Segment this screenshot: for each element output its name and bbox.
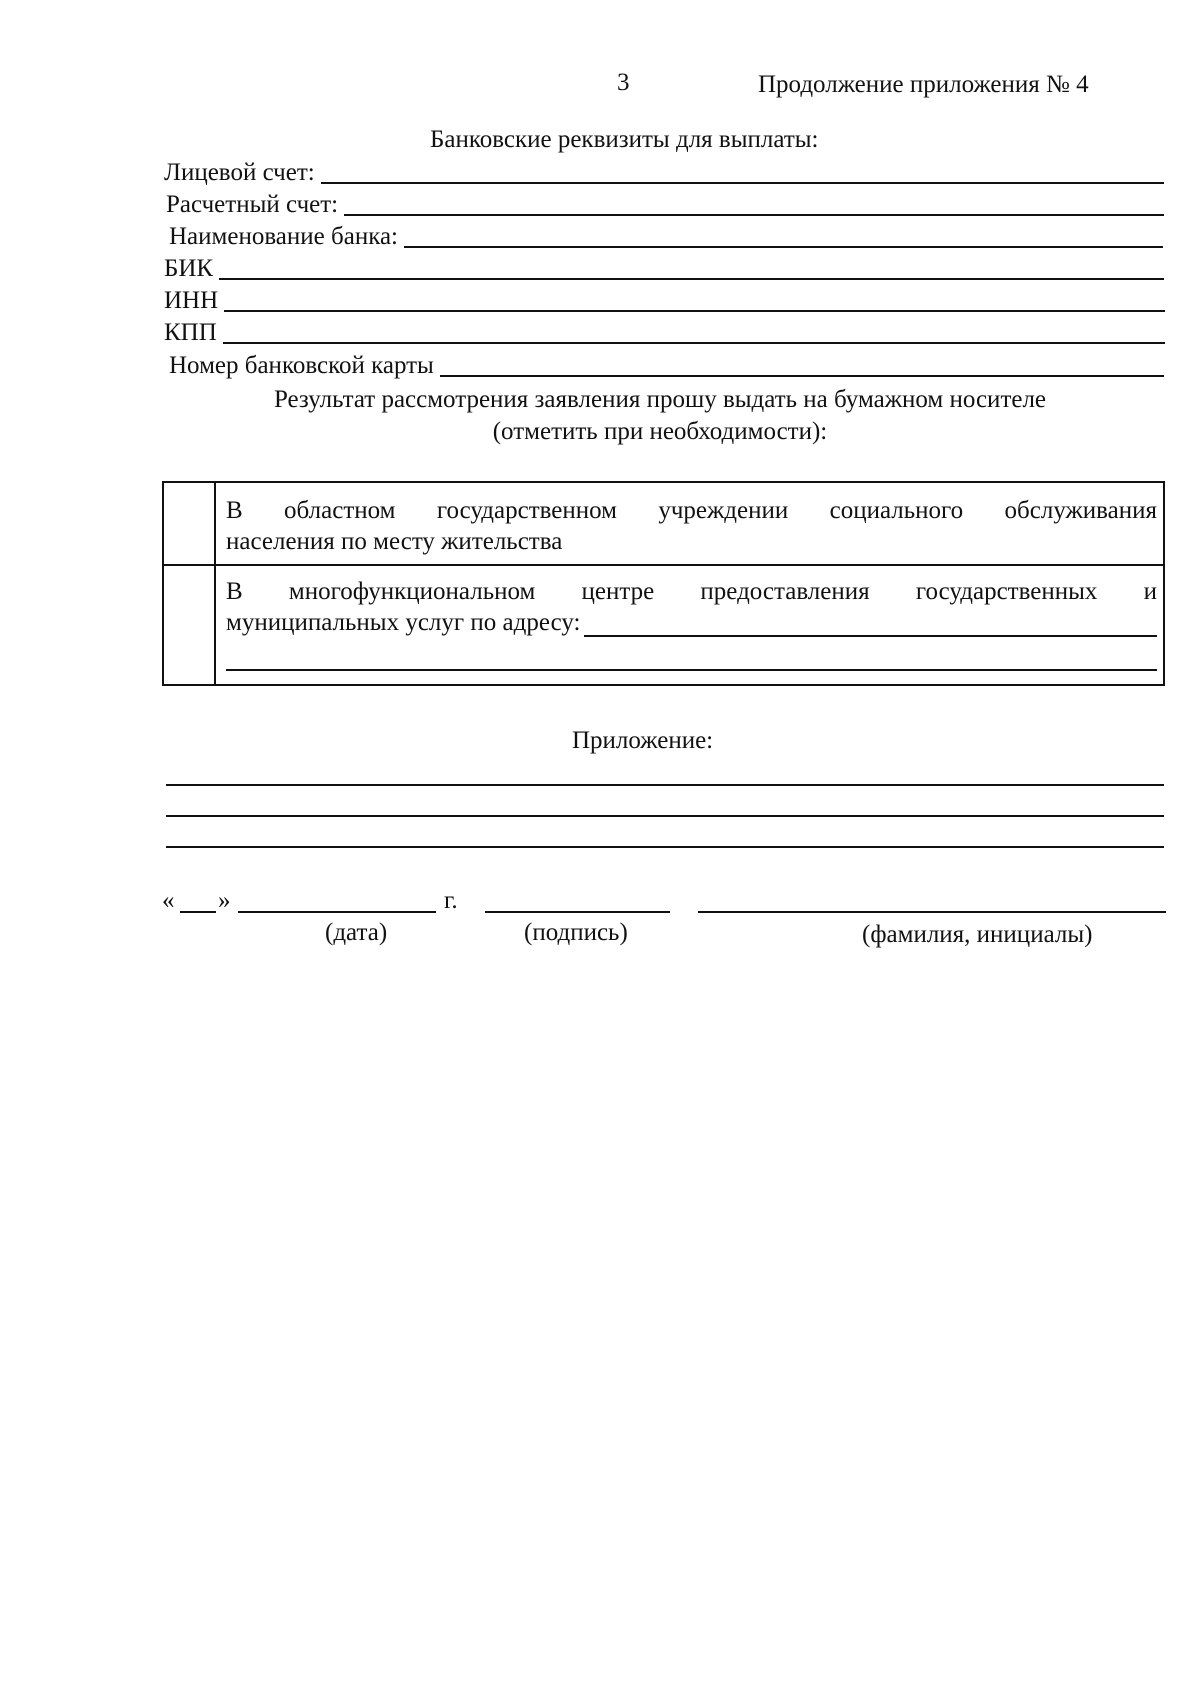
option-text-mfc-line2: муниципальных услуг по адресу: [226,609,581,636]
inn-field[interactable] [164,285,1165,315]
option-text-social-institution-line2: населения по месту жительства [226,528,563,555]
attachment-title: Приложение: [572,727,714,754]
bik-field[interactable] [164,253,1164,283]
settlement-account-field[interactable] [166,189,1164,219]
option-text-mfc-line1: В многофункциональном центре предоставления государственных и [226,578,1157,605]
date-year-suffix: г. [444,887,458,914]
kpp-field[interactable] [164,317,1165,347]
kpp-label: КПП [164,319,217,346]
option-checkbox-social-institution[interactable] [164,483,216,564]
continuation-heading: Продолжение приложения № 4 [758,71,1089,98]
option-row-mfc[interactable] [164,566,1163,684]
bank-card-field[interactable] [169,350,1164,380]
settlement-account-label: Расчетный счет: [166,191,339,218]
inn-line[interactable] [224,310,1165,312]
option-checkbox-mfc[interactable] [164,566,216,684]
date-close-quote: » [218,887,231,914]
date-caption: (дата) [325,919,388,946]
result-request-line2: (отметить при необходимости): [492,418,828,445]
personal-account-label: Лицевой счет: [164,159,315,186]
inn-label: ИНН [164,287,219,314]
bik-label: БИК [164,255,214,282]
full-name-line[interactable] [698,911,1166,913]
bank-details-title: Банковские реквизиты для выплаты: [430,126,819,153]
bik-line[interactable] [219,278,1164,280]
attachment-line-3[interactable] [166,846,1164,848]
bank-card-line[interactable] [440,375,1164,377]
personal-account-line[interactable] [321,182,1164,184]
result-request [160,384,1160,448]
date-open-quote: « [162,887,175,914]
personal-account-field[interactable] [164,157,1164,187]
option-text-social-institution-line1: В областном государственном учреждении социального обслуживания [226,497,1157,524]
result-request-line1: Результат рассмотрения заявления прошу выдать на бумажном носителе [273,386,1047,413]
mfc-address-line-1[interactable] [584,635,1157,637]
mfc-address-line-2[interactable] [226,669,1157,671]
bank-name-line[interactable] [404,246,1163,248]
bank-name-label: Наименование банка: [169,223,399,250]
date-day-line[interactable] [180,911,216,913]
signature-line[interactable] [485,911,670,913]
bank-card-label: Номер банковской карты [169,352,434,379]
signature-caption: (подпись) [524,919,628,946]
date-month-line[interactable] [238,911,436,913]
name-caption: (фамилия, инициалы) [862,921,1093,948]
kpp-line[interactable] [223,342,1165,344]
settlement-account-line[interactable] [344,214,1164,216]
bank-name-field[interactable] [169,221,1163,251]
attachment-line-2[interactable] [166,815,1164,817]
option-row-social-institution[interactable] [164,483,1163,566]
attachment-line-1[interactable] [166,784,1164,786]
delivery-options-table [162,481,1165,686]
page-number: 3 [617,69,630,96]
